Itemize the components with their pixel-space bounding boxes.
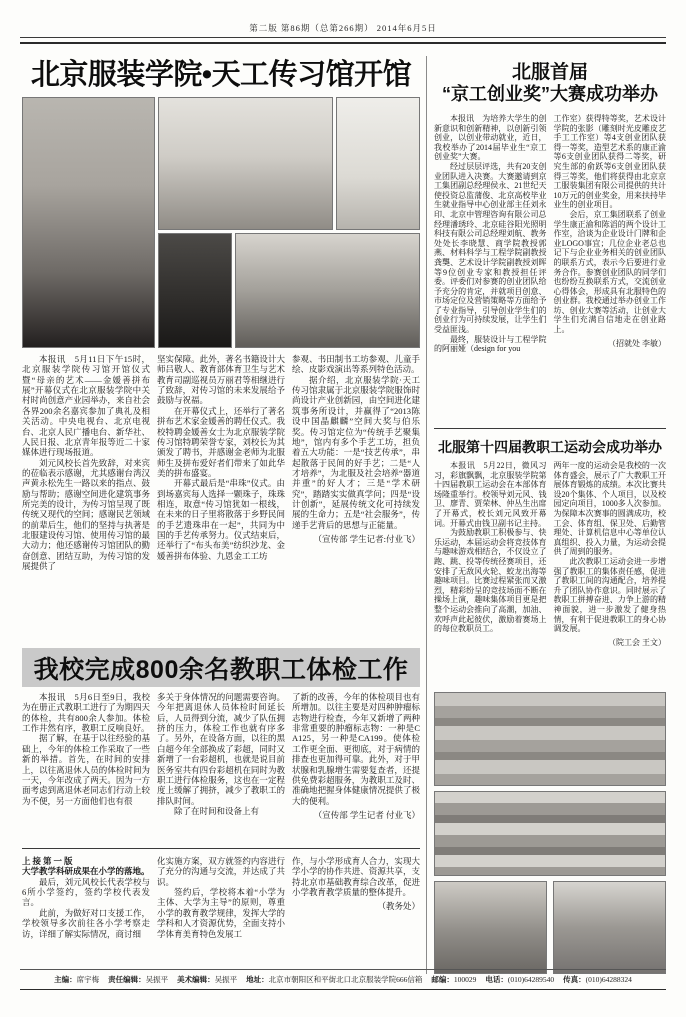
continued-section-body [22,856,420,972]
continued-section-rule [22,848,420,849]
footer-duty-editor [108,974,168,985]
footer-phone-label: 电话： [485,975,508,984]
continued-col1 [22,856,150,972]
paragraph: 本报讯 为培养大学生的创新意识和创新精神，以创新引领创业，以创业带动就业，近日，我校举办了2014届毕业生“京工创业奖”大赛。 [434,114,547,162]
photo-sports-meet-3 [434,881,547,974]
paragraph: 经过层层评选，共有20支创业团队进入决赛。大赛邀请到京工集团副总经理侯永、21世纪天使投资总监蒲俊、北京高校毕业生就业指导中心创业部主任刘永印、北京中管理咨询有限公司总经理潘琇玲、北京硅谷阳光照明科技有限公司总经理刘航、教务处处长李晓慧、商学院教授郭燕、材料科学与工程学院副教授龚龑、艺术设计学院副教授刘晖等9位创业专家和教授担任评委。评委们对参赛的创业团队给予充分的肯定，并就项目创意、市场定位及营销策略等方面给予了专业指导，引导创业学生们的创业行为可持续发展，让学生们受益匪浅。 [434,161,547,335]
yundonghui-article-body [434,461,666,687]
yundonghui-byline: （院工会 王文） [608,637,666,647]
tijian-col1 [22,692,150,842]
tijian-byline: （宣传部 学生记者 付业飞） [313,809,420,820]
continued-lead: 大学教学科研成果在小学的落地。 [22,866,150,877]
paragraph: 作，与小学形成育人合力，实现大学小学的协作共进、资源共享，支持北京市基础教育综合改革，促进小学教育教学质量的整体提升。 [292,856,420,898]
tijian-headline-band [22,648,420,687]
chuangye-article-body [434,114,666,408]
paragraph: 工作室）获得特等奖，艺术设计学院的张影（雕刻时光皮雕皮艺手工工作室）等4支创业团队获得一等奖，造型艺术系的康正渝等6支创业团队获得二等奖，研究生部的俞跃等6支创业团队获得三等奖，他们将获得由北京京工服装集团有限公司提供的共计10万元的创业奖金，用来扶持毕业生的创业项目。 [553,114,666,210]
column-divider [426,56,427,974]
paragraph: 据介绍，北京服装学院·天工传习馆隶属于北京服装学院服饰时尚设计产业创新园，由空间进化建筑事务所设计，并赢得了“2013陈设中国晶麒麟”空间大奖与伯乐奖。传习馆定位为“传统手艺聚集地”，馆内有多个手艺工坊，担负着五大功能：一是“技艺传承”，串起散落于民间的好手艺；二是“人才培养”，为北服及社会培养“器道并重”的好人才；三是“学术研究”，踏踏实实做真学问；四是“设计创新”，延展传统文化可持续发展的生命力；五是“社会服务”，传递手艺背后的思想与正能量。 [292,374,420,530]
footer-editor-label: 主编： [54,975,77,984]
photo-opening-ceremony [158,97,333,230]
footer-address-value: 北京市朝阳区和平街北口北京服装学院666信箱 [268,975,423,984]
footer-phone-value: (010)64289540 [507,975,555,984]
footer-postcode-value: 100029 [453,975,477,984]
page-meta: 第二版 第86期（总第266期） 2014年6月5日 [249,23,437,33]
paragraph: 为鼓励教职工积极参与、快乐运动，本届运动会将竞技体育与趣味游戏相结合，不仅设立了跑、跳、投等传统径赛项目，还安排了无敌风火轮、蛟龙出海等趣味项目。比赛过程紧张而又激烈，精彩纷呈的竞技场面不断在操场上演，趣味集体项目更是把整个运动会推向了高潮，加油、欢呼声此起彼伏，激励着赛场上的每位教职员工。 [434,528,547,634]
footer-art-editor [177,974,237,985]
chuangye-title-line2: “京工创业奖”大赛成功举办 [442,83,658,104]
photo-exhibition-hall-left [22,97,155,348]
yundonghui-article-title: 北服第十四届教职工运动会成功举办 [438,439,662,455]
continued-col3 [292,856,420,972]
tijian-article-body [22,692,420,842]
main-article-body [22,354,420,644]
footer-rule-top [20,969,666,970]
footer-fax-value: (010)64288324 [585,975,632,984]
paragraph: 两年一度的运动会是我校的一次体育盛会，展示了广大教职工开展体育锻炼的成绩。本次比赛共设20个集体、个人项目，以及校园定向项目，1000多人次参加。为保障本次赛事的圆满成功，校工会、体育组、保卫处、后勤管理处、计算机信息中心等单位认真组织、投入力量，为运动会提供了周到的服务。 [553,461,666,557]
footer-art-editor-value: 吴振平 [214,975,238,984]
yundonghui-col1 [434,461,547,687]
tijian-article-title: 我校完成800余名教职工体检工作 [33,655,409,684]
sidebar-article-rule [434,428,666,429]
paragraph: 多关于身体情况的问题需要咨询。今年把离退休人员体检时间延长后，人员得到分流，减少了队伍拥挤的压力，体检工作也就有序多了。另外，在设备方面，以往的黑白超今年全部换成了彩超，同时又新增了一台彩超机，也就是说目前医务室共有四台彩超机在同时为教职工进行体检服务，这也在一定程度上缓解了拥挤，减少了教职工的排队时间。 [157,692,285,806]
photo-gallery-wall [336,97,420,230]
main-article-byline: （宣传部 学生记者:付业飞） [313,534,420,545]
chuangye-col2 [554,114,667,408]
footer-editor-value: 席宇梅 [76,975,100,984]
paragraph: 据了解，在基于以往经验的基础上，今年的体检工作采取了一些新的举措。首先，在时间的安排上，以往离退休人员的体检时间为一天，今年改成了两天。因为一方面考虑到离退休老同志们行动上较为不便，另一方面他们也有很 [22,733,150,806]
footer-duty-editor-label: 责任编辑： [108,975,146,984]
chuangye-title-line1: 北服首届 [511,62,588,83]
main-article-col3 [292,354,420,644]
chuangye-article-title [434,62,666,105]
paragraph: 本报讯 5月11日下午15时，北京服装学院传习馆开馆仪式暨“母亲的艺术——金媛善拼布展”开幕仪式在北京服装学院中关村时尚创意产业园举办，来自社会各界200余名嘉宾参加了典礼及相关活动。中央电视台、北京电视台、北京人民广播电台、新华社、人民日报、北京青年报等近二十家媒体进行现场报道。 [22,354,150,458]
paragraph: 开幕式最后是“串珠”仪式。由到场嘉宾每人选择一颗珠子，珠珠相连，取意“传习馆犹如一根线，在未来的日子里将散落于乡野民间的手艺遗珠串在一起”，共同为中国的手艺传承努力。仪式结束后，还举行了“布头布美”纺织沙龙、金媛善拼布体验、九恩金工工坊 [157,478,285,561]
footer-editor [54,974,99,985]
paragraph: 本报讯 5月6日至9日，我校为在册正式教职工进行了为期四天的体检，共有800余人参加。体检工作井然有序，教职工反响良好。 [22,692,150,734]
main-article-col2 [157,354,285,644]
paragraph: 化实施方案，双方就签约内容进行了充分的沟通与交流，并达成了共识。 [157,856,285,887]
paragraph: 本报讯 5月22日，微风习习，彩旗飘飘，北京服装学院第十四届教职工运动会在本部体育场隆重举行。校领导刘元风、钱卫、廖青、贾荣林、仲丛生出席了开幕式，校长刘元风致开幕词。开幕式由钱卫副书记主持。 [434,461,547,528]
photo-sports-meet-1 [434,692,666,786]
footer-address-label: 地址： [246,975,269,984]
tijian-col2 [157,692,285,842]
paragraph: 最后，刘元风校长代表学校与6所小学签约，签约学校代表发言。 [22,876,150,908]
photo-sports-meet-4 [553,881,666,974]
paragraph: 刘元风校长首先致辞，对来宾的莅临表示感谢，尤其感谢台湾汉声黄永松先生一路以来的指点、鼓励与帮助；感谢空间进化建筑事务所完美的设计，为传习馆呈现了既传统又现代的空间；感谢民艺领域的前辈后生，他们的坚持与执著是北服建设传习馆、使用传习馆的最大动力；他还感谢传习馆团队的勤奋创意、团结互助，为传习馆的发展提供了 [22,457,150,572]
paragraph: 在开幕仪式上，还举行了著名拼布艺术家金媛善的聘任仪式。我校特聘金媛善女士为北京服装学院传习馆特聘荣誉专家，刘校长为其颁发了聘书，并感谢金老师为北服师生及拼布爱好者们带来了如此华美的拼布盛宴。 [157,405,285,478]
continued-from-marker: 上接第一版 [22,856,75,866]
photo-dark-display [158,233,232,348]
paragraph: 会后，京工集团联系了创业学生康正渝和陈滔的两个设计工作室，洽谈为企业设计门牌和企业LOGO事宜；几位企业老总也记下与企业业务相关的创业团队的联系方式，表示今后要进行业务合作。参赛创业团队的同学们也纷纷互换联系方式，交流创业心得体会，形成具有北服特色的创业群。我校通过举办创业工作坊、创业大赛等活动，让创业大学生们充满自信地走在创业路上。 [553,209,666,335]
footer-address [246,974,422,985]
footer-rule-bottom [20,989,666,990]
main-article-col1 [22,354,150,644]
paragraph: 此次教职工运动会进一步增强了教职工的集体责任感，促进了教职工间的沟通配合，培养提升了团队协作意识。同时展示了教职工拼搏奋进、力争上游的精神面貌，进一步激发了健身热情，有利于促进教职工的身心协调发展。 [553,556,666,634]
photo-sports-meet-2 [434,791,666,876]
footer-postcode-label: 邮编： [431,975,454,984]
paragraph: 最终，服装设计与工程学院的阿丽娅（design for you [434,334,547,354]
paragraph: 了新的改善，今年的体检项目也有所增加。以往主要是对四种肿瘤标志物进行检查，今年又新增了两种非常重要的肿瘤标志物：一种是CA125，另一种是CA199。使体检工作更全面、更彻底，对于病情的排查也更加得可靠。此外，对于甲状腺和乳腺增生需要复查者，还提供免费彩超服务，为教职工及时、准确地把握身体健康情况提供了极大的便利。 [292,692,420,806]
paragraph: 坚实保障。此外，著名书籍设计大师吕敬人、教育部体育卫生与艺术教育司副巡视员万丽君等相继进行了致辞，对传习馆的未来发展给予鼓励与祝福。 [157,354,285,406]
footer-duty-editor-value: 吴振平 [145,975,169,984]
continued-byline: （教务处） [377,901,420,912]
footer-postcode [431,974,476,985]
paragraph: 除了在时间和设备上有 [174,805,260,816]
footer-art-editor-label: 美术编辑： [177,975,215,984]
chuangye-byline: （招就处 李敏） [608,338,666,348]
main-article-title: 北京服装学院•天工传习馆开馆 [30,59,412,91]
footer-phone [485,974,554,985]
paragraph: 此前，为做好对口支援工作，学校领导多次前往各小学考察走访，详细了解实际情况，商讨细 [22,907,150,939]
header-rule [20,37,666,44]
photo-craft-workshop [235,233,420,348]
paragraph: 参观、书田制书工坊参观、儿童手绘、皮影戏演出等系列特色活动。 [292,354,420,375]
tijian-col3 [292,692,420,842]
masthead-footer [20,974,666,985]
paragraph: 签约后，学校将本着“小学为主体、大学为主导”的原则，尊重小学的教育教学规律，发挥大学的学科和人才资源优势，全面支持小学体育美育特色发展工 [157,887,285,939]
footer-fax [563,974,632,985]
footer-fax-label: 传真： [563,975,586,984]
yundonghui-col2 [554,461,667,687]
chuangye-col1 [434,114,547,408]
continued-col2 [157,856,285,972]
